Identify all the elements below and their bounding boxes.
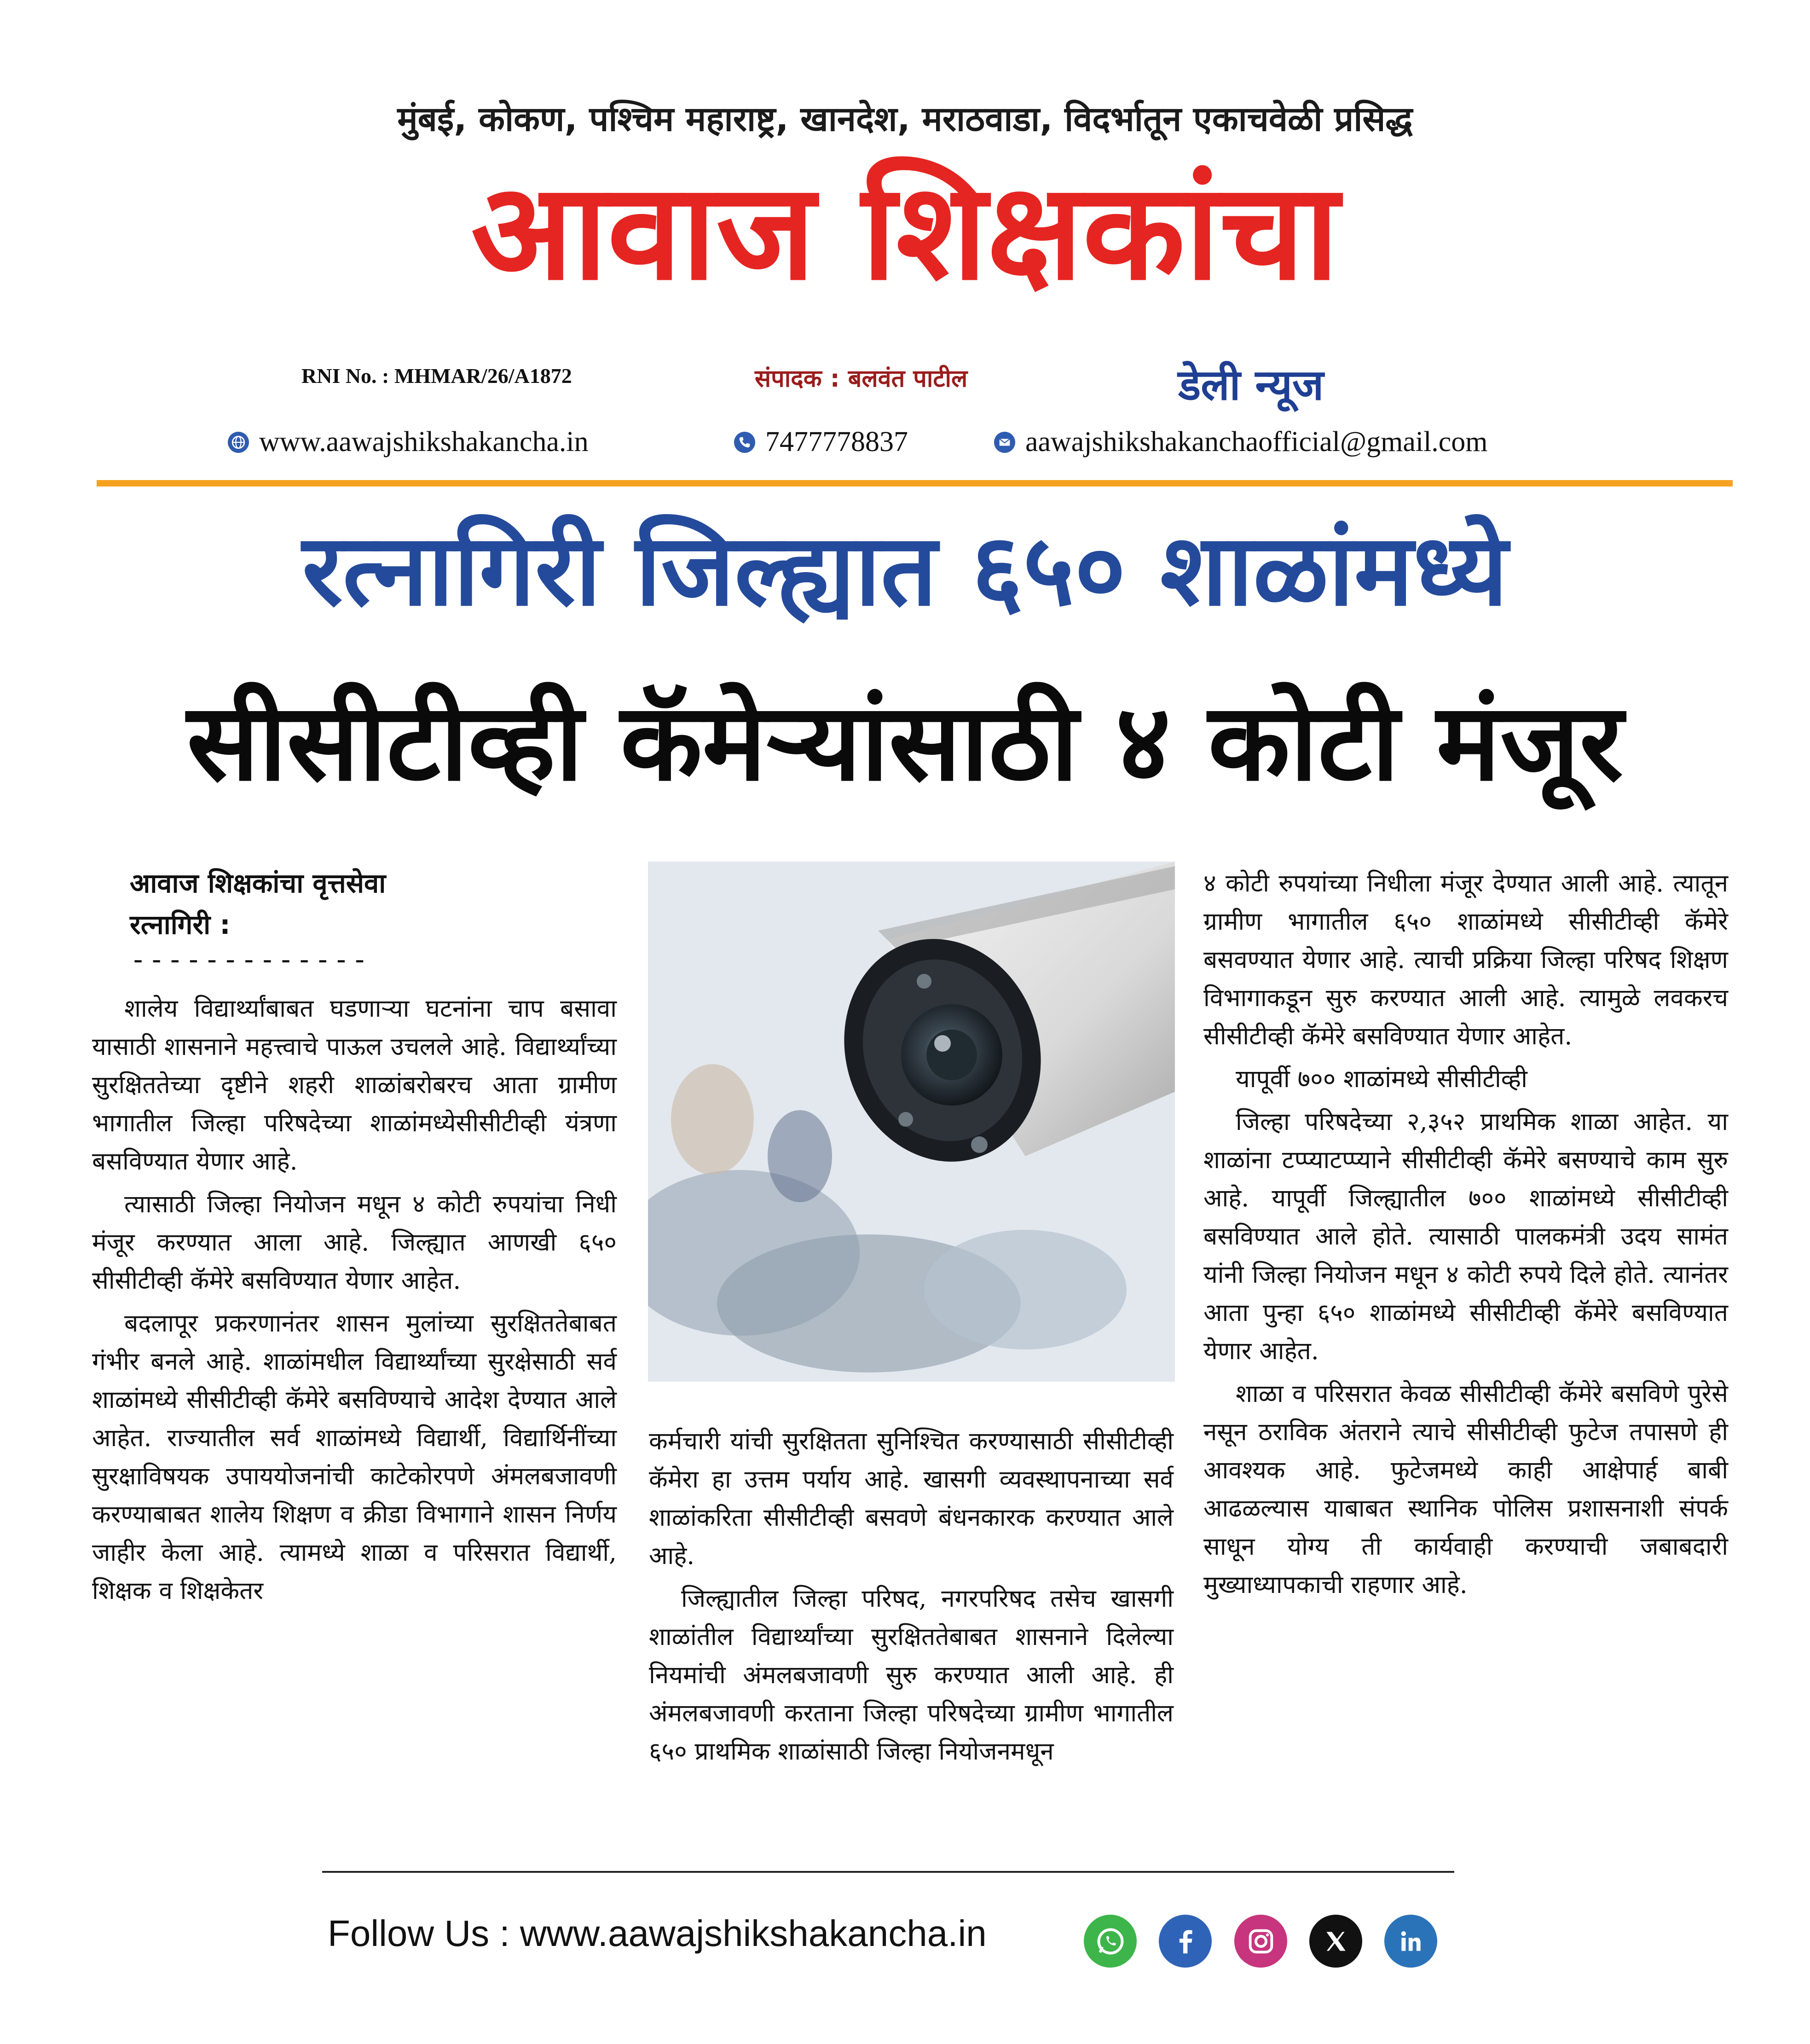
article-column-1 bbox=[92, 990, 617, 1615]
editor-name: संपादक : बलवंत पाटील bbox=[755, 365, 968, 393]
x-icon[interactable] bbox=[1309, 1915, 1362, 1968]
paragraph: शाळा व परिसरात केवळ सीसीटीव्ही कॅमेरे बसविणे पुरेसे नसून ठराविक अंतराने त्याचे सीसीटीव्ही फुटेज तपासणे ही आवश्यक आहे. फुटेजमध्ये काही आक्षेपार्ह बाबी आढळल्यास याबाबत स्थानिक पोलिस प्रशासनाशी संपर्क साधून योग्य ती कार्यवाही करण्याची जबाबदारी मुख्याध्यापकाची राहणार आहे. bbox=[1203, 1380, 1728, 1599]
paragraph: कर्मचारी यांची सुरक्षितता सुनिश्चित करण्यासाठी सीसीटीव्ही कॅमेरा हा उत्तम पर्याय आहे. खासगी व्यवस्थापनाच्या सर्व शाळांकरिता सीसीटीव्ही बसवणे बंधनकारक करण्यात आले आहे. bbox=[649, 1427, 1174, 1570]
daily-news-label: डेली न्यूज bbox=[1178, 360, 1324, 410]
linkedin-icon[interactable] bbox=[1384, 1915, 1437, 1968]
paragraph: जिल्हा परिषदेच्या २,३५२ प्राथमिक शाळा आहेत. या शाळांना टप्प्याटप्प्याने सीसीटीव्ही कॅमेरे बसण्याचे काम सुरु आहे. यापूर्वी जिल्ह्यातील ७०० शाळांमध्ये सीसीटीव्ही बसविण्यात आले होते. त्यासाठी पालकमंत्री उदय सामंत यांनी जिल्हा नियोजन मधून ४ कोटी रुपये दिले होते. त्यानंतर आता पुन्हा ६५० शाळांमध्ये सीसीटीव्ही कॅमेरे बसविण्यात येणार आहेत. bbox=[1203, 1108, 1728, 1365]
follow-us-link[interactable]: Follow Us : www.aawajshikshakancha.in bbox=[328, 1913, 987, 1954]
paragraph: त्यासाठी जिल्हा नियोजन मधून ४ कोटी रुपयांचा निधी मंजूर करण्यात आला आहे. जिल्ह्यात आणखी ६५० सीसीटीव्ही कॅमेरे बसविण्यात येणार आहेत. bbox=[92, 1190, 617, 1295]
facebook-icon[interactable] bbox=[1159, 1915, 1212, 1968]
byline-place: रत्नागिरी : bbox=[130, 909, 231, 940]
footer-divider bbox=[322, 1871, 1454, 1873]
whatsapp-icon[interactable] bbox=[1084, 1915, 1137, 1968]
paragraph: ४ कोटी रुपयांच्या निधीला मंजूर देण्यात आली आहे. त्यातून ग्रामीण भागातील ६५० शाळांमध्ये सीसीटीव्ही कॅमेरे बसवण्यात येणार आहे. त्याची प्रक्रिया जिल्हा परिषद शिक्षण विभागाकडून सुरु करण्यात आली आहे. त्यामुळे लवकरच सीसीटीव्ही कॅमेरे बसविण्यात येणार आहेत. bbox=[1203, 869, 1728, 1050]
phone-number[interactable]: 7477778837 bbox=[765, 426, 908, 457]
masthead-title: आवाज शिक्षकांचा bbox=[471, 155, 1339, 310]
paragraph: बदलापूर प्रकरणानंतर शासन मुलांच्या सुरक्षिततेबाबत गंभीर बनले आहे. शाळांमधील विद्यार्थ्यांच्या सुरक्षेसाठी सर्व शाळांमध्ये सीसीटीव्ही कॅमेरे बसविण्याचे आदेश देण्यात आले आहेत. राज्यातील सर्व शाळांमध्ये विद्यार्थी, विद्यार्थिनींच्या सुरक्षाविषयक उपाययोजनांची काटेकोरपणे अंमलबजावणी करण्याबाबत शालेय शिक्षण व क्रीडा विभागाने शासन निर्णय जाहीर केला आहे. त्यामध्ये शाळा व परिसरात विद्यार्थी, शिक्षक व शिक्षकेतर bbox=[92, 1309, 617, 1605]
phone-icon bbox=[734, 432, 755, 453]
instagram-icon[interactable] bbox=[1234, 1915, 1287, 1968]
email-contact[interactable] bbox=[994, 426, 1488, 458]
headline-line-2: सीसीटीव्ही कॅमेऱ्यांसाठी ४ कोटी मंजूर bbox=[187, 680, 1623, 805]
byline-separator: ------------- bbox=[130, 944, 370, 976]
cctv-camera-photo bbox=[648, 862, 1175, 1382]
phone-contact[interactable] bbox=[734, 426, 908, 458]
paragraph: शालेय विद्यार्थ्यांबाबत घडणाऱ्या घटनांना चाप बसावा यासाठी शासनाने महत्त्वाचे पाऊल उचलले आहे. विद्यार्थ्यांच्या सुरक्षिततेच्या दृष्टीने शहरी शाळांबरोबरच आता ग्रामीण भागातील जिल्हा परिषदेच्या शाळांमध्येसीसीटीव्ही यंत्रणा बसविण्यात येणार आहे. bbox=[92, 995, 617, 1175]
globe-icon bbox=[228, 432, 249, 453]
headline-line-1: रत्नागिरी जिल्ह्यात ६५० शाळांमध्ये bbox=[302, 512, 1508, 628]
byline bbox=[130, 863, 386, 946]
website-link[interactable]: www.aawajshikshakancha.in bbox=[259, 426, 589, 457]
byline-service: आवाज शिक्षकांचा वृत्तसेवा bbox=[130, 868, 386, 899]
paragraph: जिल्ह्यातील जिल्हा परिषद, नगरपरिषद तसेच खासगी शाळांतील विद्यार्थ्यांच्या सुरक्षिततेबाबत शासनाने दिलेल्या नियमांची अंमलबजावणी सुरु करण्यात आली आहे. ही अंमलबजावणी करताना जिल्हा परिषदेच्या ग्रामीण भागातील ६५० प्राथमिक शाळांसाठी जिल्हा नियोजनमधून bbox=[649, 1585, 1174, 1766]
article-column-2 bbox=[649, 1422, 1174, 1775]
email-address[interactable]: aawajshikshakanchaofficial@gmail.com bbox=[1025, 426, 1488, 457]
mail-icon bbox=[994, 432, 1015, 453]
subheading: यापूर्वी ७०० शाळांमध्ये सीसीटीव्ही bbox=[1236, 1065, 1527, 1093]
tagline: मुंबई, कोकण, पश्चिम महाराष्ट्र, खानदेश, मराठवाडा, विदर्भातून एकाचवेळी प्रसिद्ध bbox=[397, 99, 1413, 139]
article-column-3 bbox=[1203, 864, 1728, 1609]
header-divider bbox=[97, 480, 1733, 486]
rni-number: RNI No. : MHMAR/26/A1872 bbox=[301, 364, 572, 388]
website-contact[interactable] bbox=[228, 426, 589, 458]
